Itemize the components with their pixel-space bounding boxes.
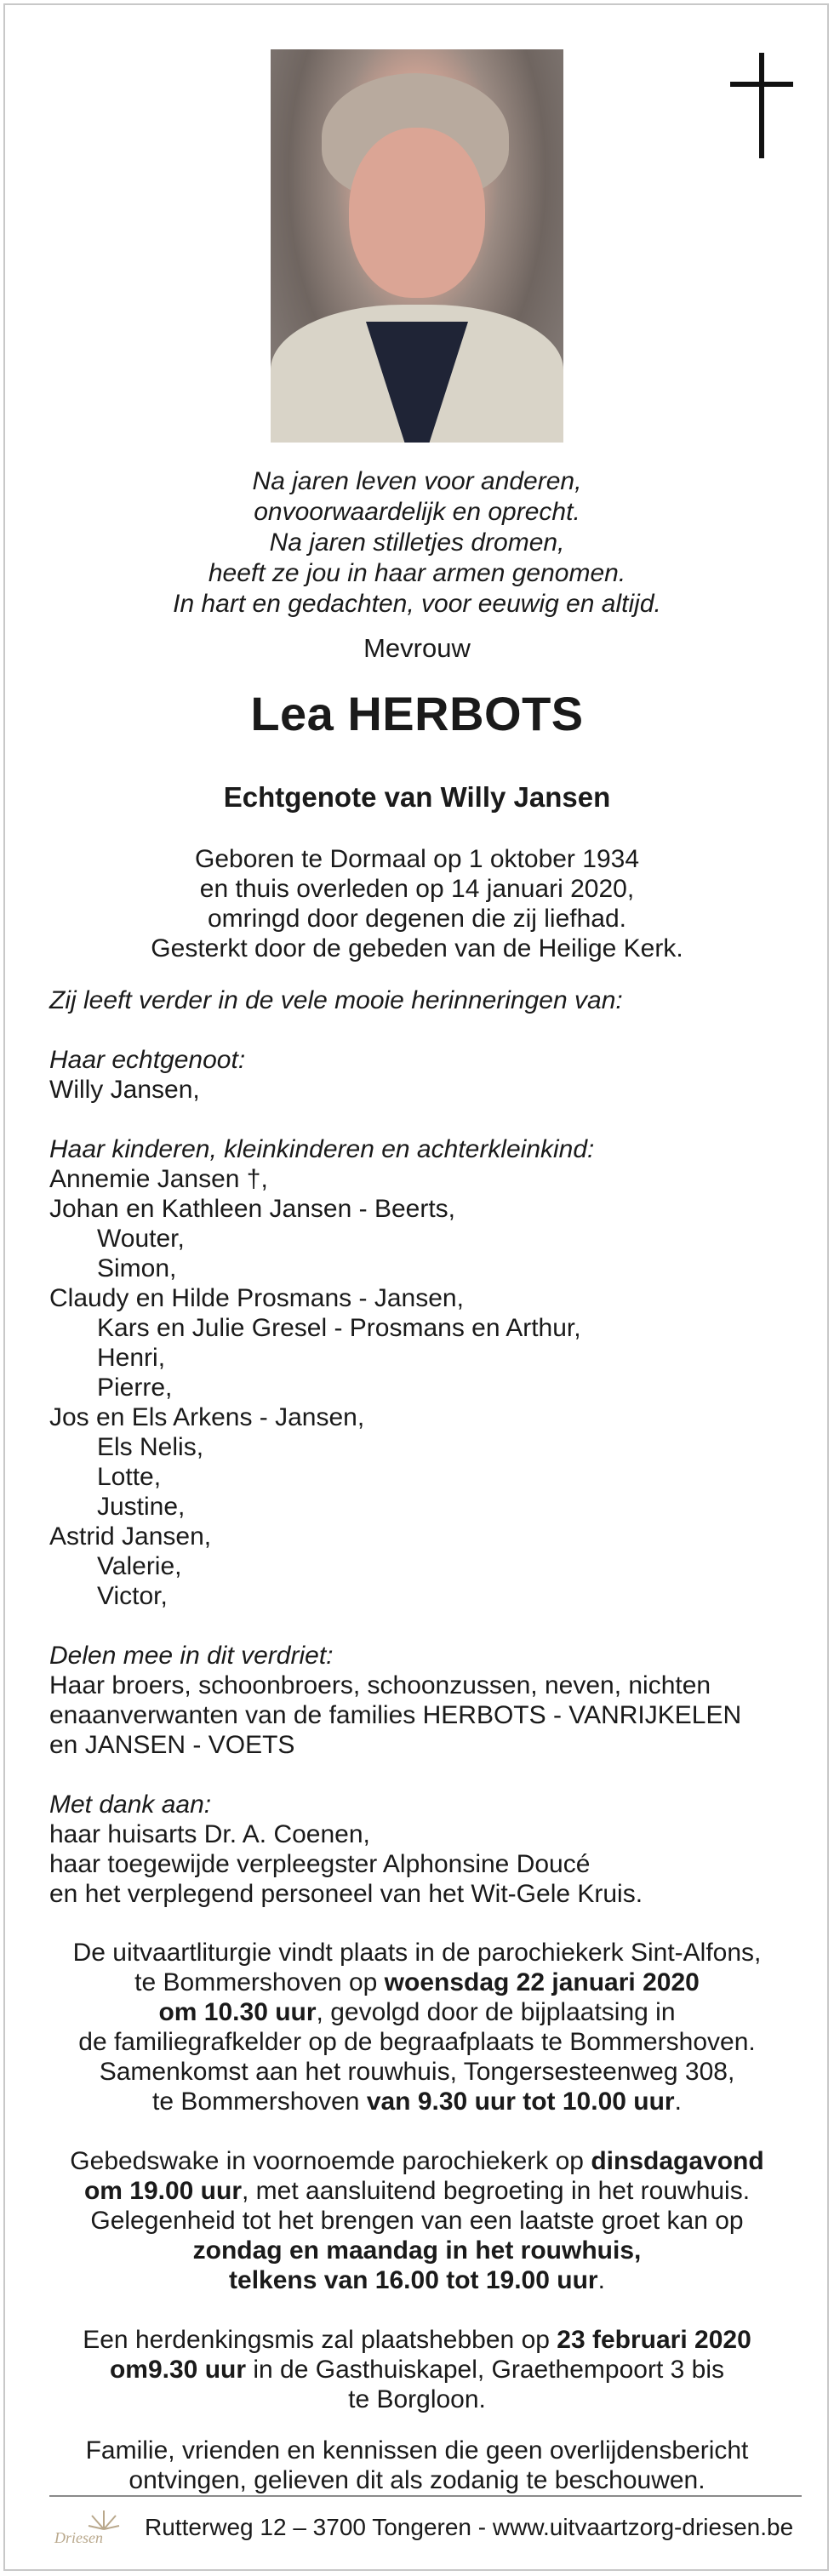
thanks-line: en het verplegend personeel van het Wit-Gele Kruis. [49, 1880, 643, 1908]
poem-line: heeft ze jou in haar armen genomen. [208, 559, 626, 587]
birth-death-info [0, 844, 834, 963]
family-member: Els Nelis, [97, 1433, 204, 1461]
footer-divider [49, 2495, 802, 2497]
poem-line: Na jaren stilletjes dromen, [269, 528, 565, 557]
funeral-line: om 10.30 uur, gevolgd door de bijplaatsing in [158, 1998, 676, 2026]
vigil-line: Gebedswake in voornoemde parochiekerk op dinsdagavond [70, 2147, 764, 2175]
poem-line: In hart en gedachten, voor eeuwig en altijd. [173, 590, 661, 618]
deceased-name: Lea HERBOTS [250, 687, 584, 740]
funeral-line: te Bommershoven op woensdag 22 januari 2020 [134, 1968, 700, 1996]
family-member: Justine, [97, 1493, 186, 1521]
poem [0, 466, 834, 620]
memorial-line: Een herdenkingsmis zal plaatshebben op 23 februari 2020 [83, 2326, 751, 2354]
footer-address: Rutterweg 12 – 3700 Tongeren - www.uitvaartzorg-driesen.be [145, 2514, 794, 2540]
share-label: Delen mee in dit verdriet: [49, 1642, 334, 1670]
thanks-line: haar huisarts Dr. A. Coenen, [49, 1820, 370, 1848]
family-member: Valerie, [97, 1552, 182, 1580]
driesen-logo [51, 2507, 133, 2555]
funeral-line: de familiegrafkelder op de begraafplaats te Bommershoven. [78, 2028, 756, 2056]
vigil-line: zondag en maandag in het rouwhuis, [192, 2236, 642, 2265]
family-member: Annemie Jansen †, [49, 1165, 268, 1193]
poem-line: Na jaren leven voor anderen, [252, 467, 582, 495]
husband-label: Haar echtgenoot: [49, 1046, 246, 1074]
info-line: omringd door degenen die zij liefhad. [208, 905, 626, 933]
family-member: Astrid Jansen, [49, 1522, 212, 1551]
funeral-line: te Bommershoven van 9.30 uur tot 10.00 uur. [152, 2088, 682, 2116]
spouse-line: Echtgenote van Willy Jansen [223, 781, 611, 813]
vigil-line: Gelegenheid tot het brengen van een laatste groet kan op [90, 2207, 744, 2235]
info-line: Gesterkt door de gebeden van de Heilige Kerk. [151, 934, 683, 962]
share-line: enaanverwanten van de families HERBOTS - VANRIJKELEN [49, 1701, 742, 1729]
poem-line: onvoorwaardelijk en oprecht. [254, 498, 580, 526]
family-member: Johan en Kathleen Jansen - Beerts, [49, 1195, 455, 1223]
share-line: Haar broers, schoonbroers, schoonzussen, neven, nichten [49, 1671, 711, 1699]
memorial-line: om9.30 uur in de Gasthuiskapel, Graethempoort 3 bis [109, 2356, 725, 2384]
funeral-details [0, 1938, 834, 2116]
svg-text:Driesen: Driesen [54, 2529, 103, 2546]
family-member: Jos en Els Arkens - Jansen, [49, 1403, 365, 1431]
family-member: Kars en Julie Gresel - Prosmans en Arthur, [97, 1314, 581, 1342]
funeral-line: De uitvaartliturgie vindt plaats in de parochiekerk Sint-Alfons, [72, 1939, 762, 1967]
portrait-face [349, 128, 485, 298]
funeral-line: Samenkomst aan het rouwhuis, Tongersesteenweg 308, [99, 2058, 735, 2086]
info-line: en thuis overleden op 14 januari 2020, [199, 875, 635, 903]
children-label: Haar kinderen, kleinkinderen en achterkleinkind: [49, 1135, 595, 1163]
thanks-line: haar toegewijde verpleegster Alphonsine Doucé [49, 1850, 591, 1878]
cross-icon [730, 53, 793, 158]
husband-name: Willy Jansen, [49, 1076, 200, 1104]
portrait-photo [271, 49, 563, 443]
memorial-details [0, 2325, 834, 2414]
honorific: Mevrouw [363, 633, 471, 663]
vigil-line: telkens van 16.00 tot 19.00 uur. [229, 2266, 605, 2294]
info-line: Geboren te Dormaal op 1 oktober 1934 [195, 845, 639, 873]
family-member: Lotte, [97, 1463, 162, 1491]
intro-text: Zij leeft verder in de vele mooie herinneringen van: [49, 986, 623, 1014]
family-member: Henri, [97, 1344, 166, 1372]
family-member: Simon, [97, 1254, 177, 1282]
family-list [49, 1164, 798, 1611]
family-member: Victor, [97, 1582, 168, 1610]
family-member: Wouter, [97, 1225, 185, 1253]
closing-note [0, 2436, 834, 2495]
share-line: en JANSEN - VOETS [49, 1731, 295, 1759]
closing-line: ontvingen, gelieven dit als zodanig te beschouwen. [129, 2466, 705, 2494]
thanks-label: Met dank aan: [49, 1791, 212, 1819]
vigil-details [0, 2146, 834, 2295]
family-member: Pierre, [97, 1374, 173, 1402]
closing-line: Familie, vrienden en kennissen die geen overlijdensbericht [85, 2436, 749, 2465]
memorial-line: te Borgloon. [348, 2385, 486, 2413]
family-member: Claudy en Hilde Prosmans - Jansen, [49, 1284, 464, 1312]
family-section [49, 985, 798, 1909]
vigil-line: om 19.00 uur, met aansluitend begroeting in het rouwhuis. [83, 2177, 751, 2205]
